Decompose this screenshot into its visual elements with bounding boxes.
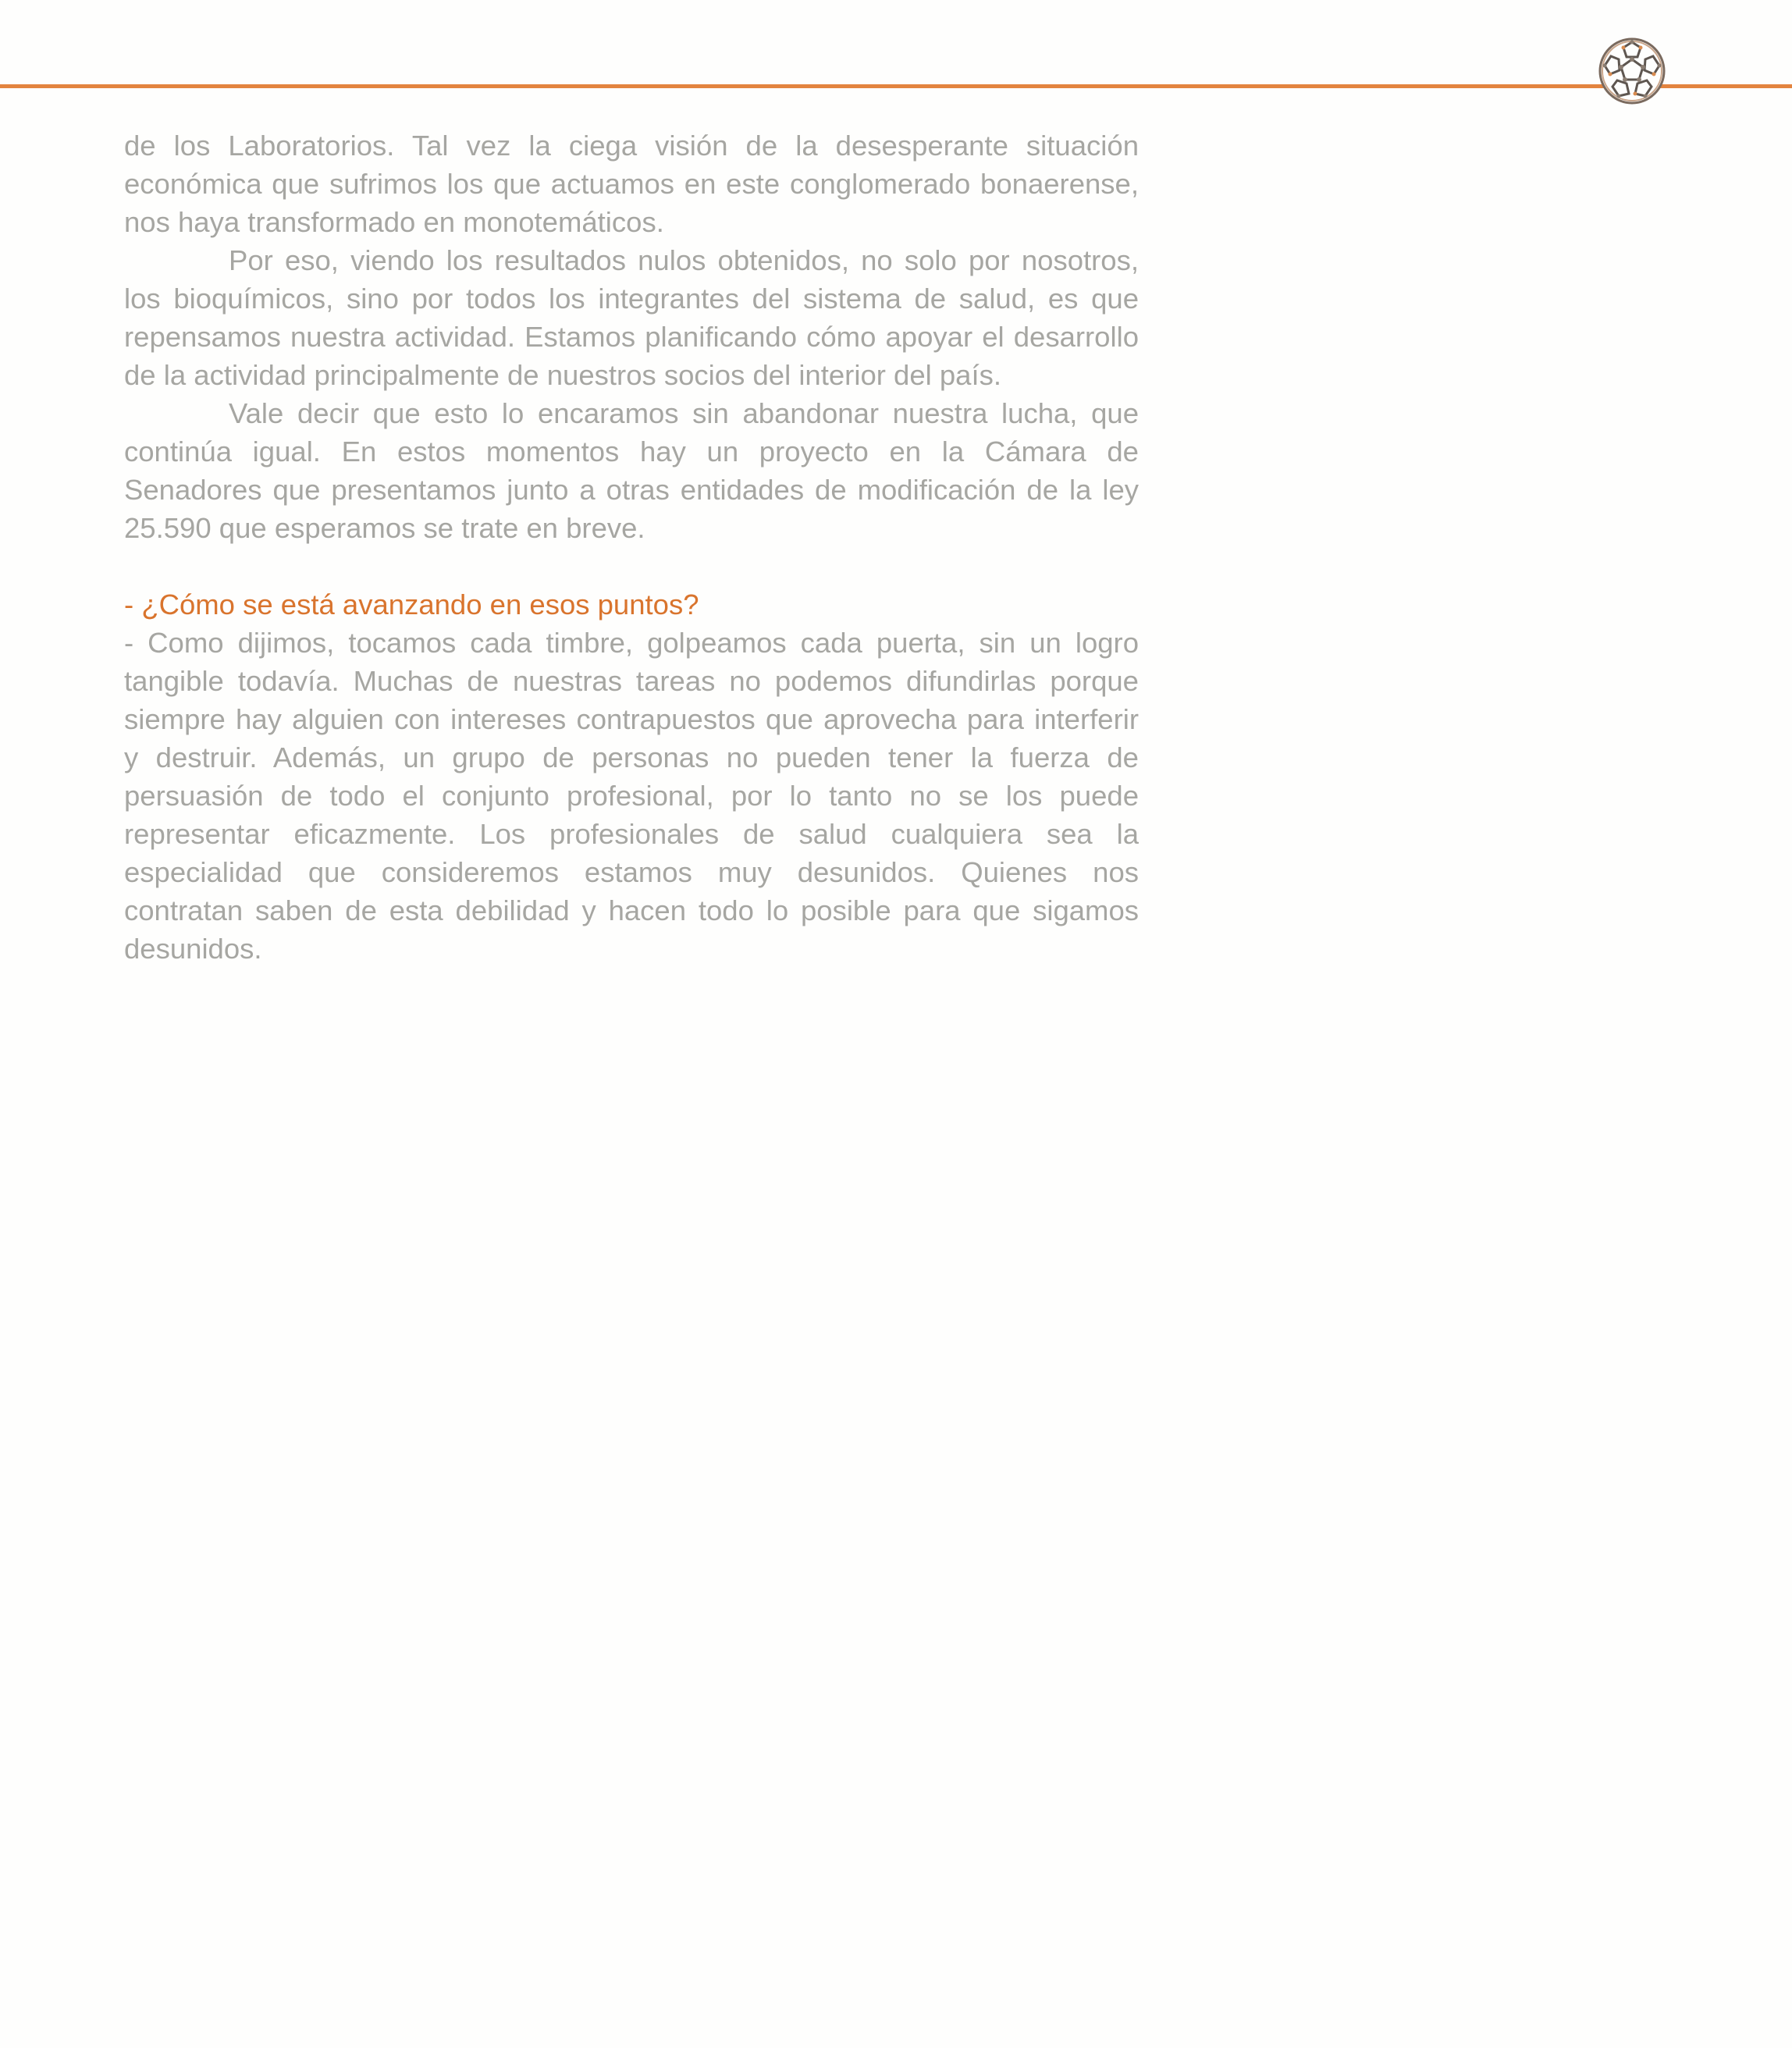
header-rule (0, 84, 1792, 88)
fullerene-molecule-icon (1597, 36, 1667, 106)
paragraph-2: Por eso, viendo los resultados nulos obtenidos, no solo por nosotros, los bioquímicos, sino por todos los integrantes del sistema de salud, es que repensamos nuestra actividad. Estamos planificando cómo apoyar el desarrollo de la actividad principalmente de nuestros socios del interior del país. (124, 244, 1139, 391)
interview-question: - ¿Cómo se está avanzando en esos puntos? (124, 588, 699, 620)
paragraph-1: de los Laboratorios. Tal vez la ciega visión de la desesperante situación económica que sufrimos los que actuamos en este conglomerado bonaerense, nos haya transformado en monotemáticos. (124, 130, 1139, 238)
interview-answer: - Como dijimos, tocamos cada timbre, golpeamos cada puerta, sin un logro tangible todavía. Muchas de nuestras tareas no podemos difundirlas porque siempre hay alguien con intereses contrapuestos que aprovecha para interferir y destruir. Además, un grupo de personas no pueden tener la fuerza de persuasión de todo el conjunto profesional, por lo tanto no se los puede representar eficazmente. Los profesionales de salud cualquiera sea la especialidad que consideremos estamos muy desunidos. Quienes nos contratan saben de esta debilidad y hacen todo lo posible para que sigamos desunidos. (124, 627, 1139, 965)
article-body (124, 126, 1139, 968)
paragraph-3: Vale decir que esto lo encaramos sin abandonar nuestra lucha, que continúa igual. En estos momentos hay un proyecto en la Cámara de Senadores que presentamos junto a otras entidades de modificación de la ley 25.590 que esperamos se trate en breve. (124, 397, 1139, 544)
